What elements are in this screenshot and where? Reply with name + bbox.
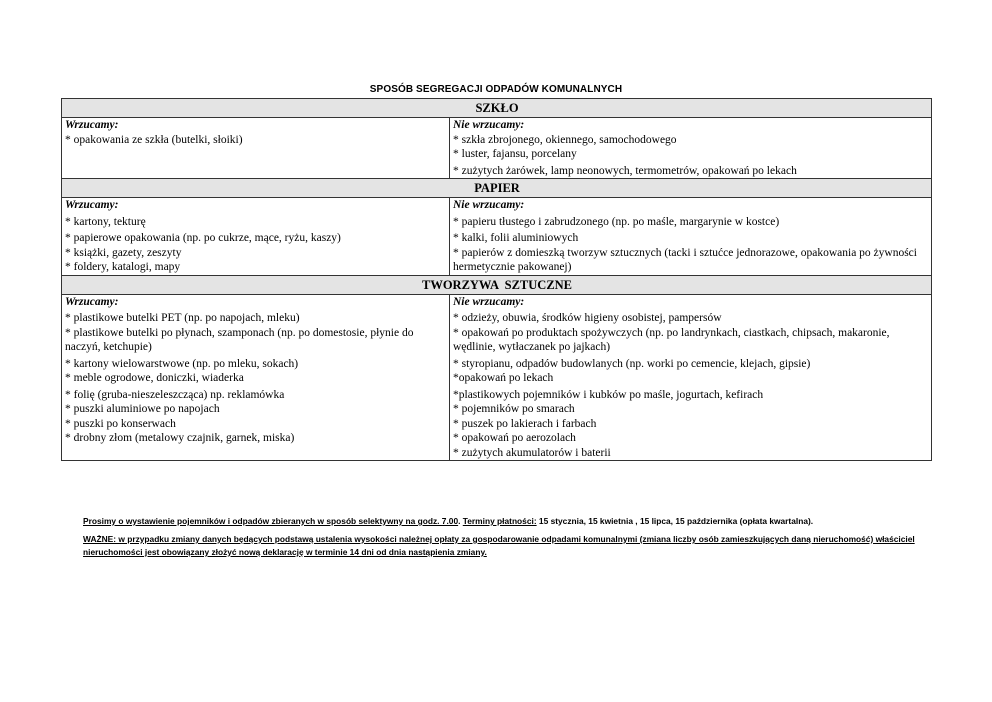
- reject-label: Nie wrzucamy:: [453, 119, 525, 131]
- list-item: * luster, fajansu, porcelany: [453, 148, 577, 160]
- list-item: * papieru tłustego i zabrudzonego (np. po maśle, margarynie w kostce): [453, 215, 780, 228]
- list-item: * opakowań po aerozolach: [453, 432, 576, 444]
- section-title-tworzywa: TWORZYWA SZTUCZNE: [62, 275, 932, 294]
- list-item: * puszek po lakierach i farbach: [453, 417, 597, 430]
- payment-dates: 15 stycznia, 15 kwietnia , 15 lipca, 15 października (opłata kwartalna).: [536, 516, 814, 526]
- list-item: * zużytych żarówek, lamp neonowych, termometrów, opakowań po lekach: [453, 164, 797, 177]
- reject-column: [450, 294, 932, 461]
- list-item: * papierów z domieszką tworzyw sztucznych (tacki i sztućce jednorazowe, opakowania po żywności hermetycznie pakowanej): [453, 246, 917, 273]
- list-item: * papierowe opakowania (np. po cukrze, mące, ryżu, kaszy): [65, 232, 341, 244]
- accept-column: [62, 198, 450, 276]
- list-item: * szkła zbrojonego, okiennego, samochodowego: [453, 133, 677, 146]
- page-title: SPOSÓB SEGREGACJI ODPADÓW KOMUNALNYCH: [369, 84, 623, 95]
- reject-column: [450, 118, 932, 179]
- accept-label: Wrzucamy:: [65, 199, 119, 211]
- pickup-note: [83, 511, 923, 531]
- list-item: * folię (gruba-nieszeleszcząca) np. reklamówka: [65, 388, 285, 401]
- list-item: * kartony wielowarstwowe (np. po mleku, sokach): [65, 357, 299, 370]
- reject-label: Nie wrzucamy:: [453, 295, 525, 308]
- list-item: * drobny złom (metalowy czajnik, garnek, miska): [65, 432, 295, 444]
- accept-column: [62, 294, 450, 461]
- list-item: * opakowań po produktach spożywczych (np. po landrynkach, ciastkach, chipsach, makaronie, wędlinie, wytłaczanek po jajkach): [453, 326, 890, 353]
- list-item: * odzieży, obuwia, środków higieny osobistej, pampersów: [453, 312, 722, 324]
- pickup-text: Prosimy o wystawienie pojemników i odpadów zbieranych w sposób selektywny na godz. 7.00: [83, 516, 459, 526]
- reject-label: Nie wrzucamy:: [453, 199, 525, 211]
- list-item: * puszki po konserwach: [65, 417, 176, 430]
- section-header-row: [62, 99, 932, 118]
- list-item: * zużytych akumulatorów i baterii: [453, 446, 611, 459]
- section-content-row: [62, 294, 932, 461]
- section-title-papier: PAPIER: [62, 179, 932, 198]
- list-item: * styropianu, odpadów budowlanych (np. worki po cemencie, klejach, gipsie): [453, 357, 811, 370]
- segregation-table: [61, 98, 932, 461]
- list-item: * książki, gazety, zeszyty: [65, 246, 182, 259]
- accept-label: Wrzucamy:: [65, 119, 119, 131]
- notes-section: [83, 511, 923, 559]
- list-item: * pojemników po smarach: [453, 403, 575, 415]
- list-item: *opakowań po lekach: [453, 372, 554, 384]
- list-item: * plastikowe butelki PET (np. po napojach, mleku): [65, 312, 300, 324]
- list-item: * plastikowe butelki po płynach, szamponach (np. po domestosie, płynie do naczyń, ketchupie): [65, 326, 414, 353]
- list-item: * opakowania ze szkła (butelki, słoiki): [65, 133, 243, 146]
- accept-label: Wrzucamy:: [65, 295, 119, 308]
- pickup-period: .: [458, 516, 461, 526]
- important-note: WAŻNE: w przypadku zmiany danych będących podstawą ustalenia wysokości należnej opłaty za gospodarowanie odpadami komunalnymi (zmiana liczby osób zamieszkujących daną nieruchomość) właściciel nieruchomości jest obowiązany złożyć nową deklarację w terminie 14 dni od dnia nastąpienia zmiany.: [83, 534, 915, 557]
- section-header-row: [62, 179, 932, 198]
- section-title-szklo: SZKŁO: [62, 99, 932, 118]
- reject-column: [450, 198, 932, 276]
- list-item: * foldery, katalogi, mapy: [65, 261, 181, 273]
- section-content-row: [62, 118, 932, 179]
- list-item: * meble ogrodowe, doniczki, wiaderka: [65, 372, 244, 384]
- accept-column: [62, 118, 450, 179]
- list-item: *plastikowych pojemników i kubków po maśle, jogurtach, kefirach: [453, 388, 764, 401]
- payment-label: Terminy płatności:: [462, 516, 537, 526]
- section-header-row: [62, 275, 932, 294]
- list-item: * puszki aluminiowe po napojach: [65, 403, 220, 415]
- list-item: * kalki, folii aluminiowych: [453, 232, 579, 244]
- section-content-row: [62, 198, 932, 276]
- list-item: * kartony, tekturę: [65, 215, 146, 228]
